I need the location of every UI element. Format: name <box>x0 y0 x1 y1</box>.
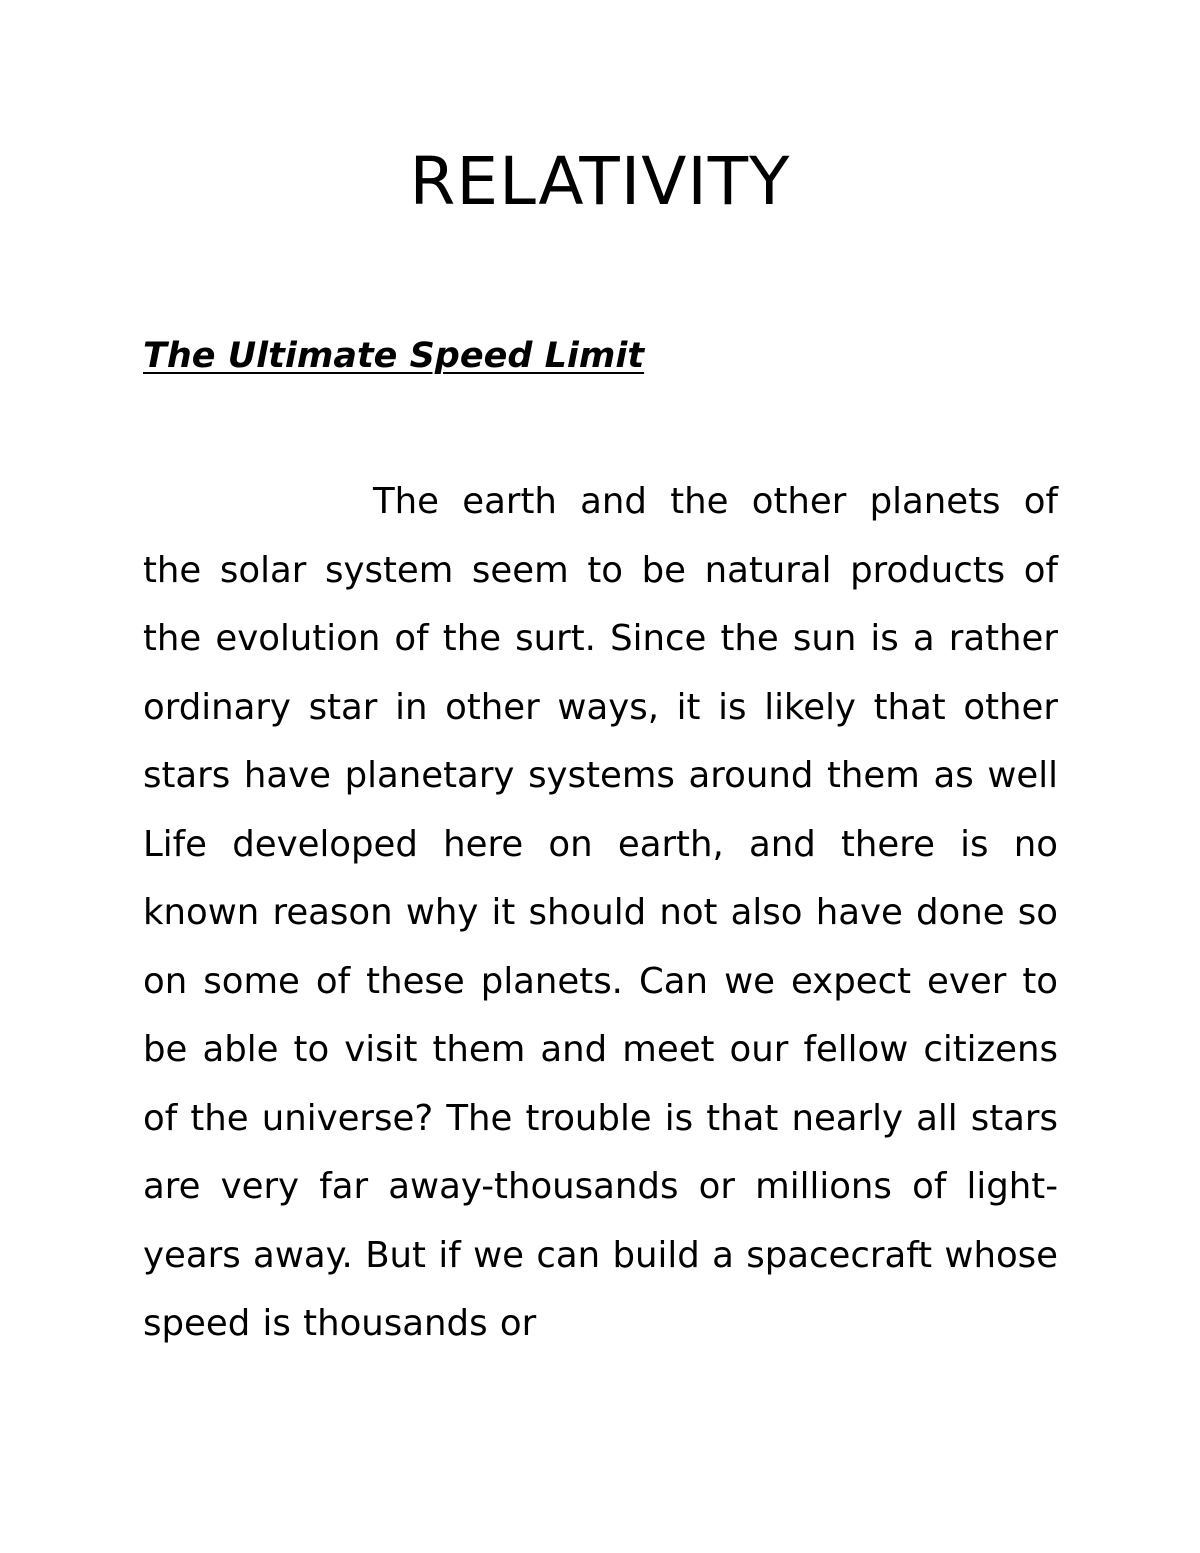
section-heading: The Ultimate Speed Limit <box>143 336 645 376</box>
document-title: RELATIVITY <box>409 143 791 220</box>
body-paragraph: The earth and the other planets of the solar system seem to be natural products of the evolution of the surt. Since the sun is a rather ordinary star in other ways, it is likely that other stars have planetary systems around them as well Life developed here on earth, and there is no known reason why it should not also have done so on some of these planets. Can we expect ever to be able to visit them and meet our fellow citizens of the universe? The trouble is that nearly all stars are very far away-thousands or millions of light-years away. But if we can build a spacecraft whose speed is thousands or <box>143 481 1058 1344</box>
